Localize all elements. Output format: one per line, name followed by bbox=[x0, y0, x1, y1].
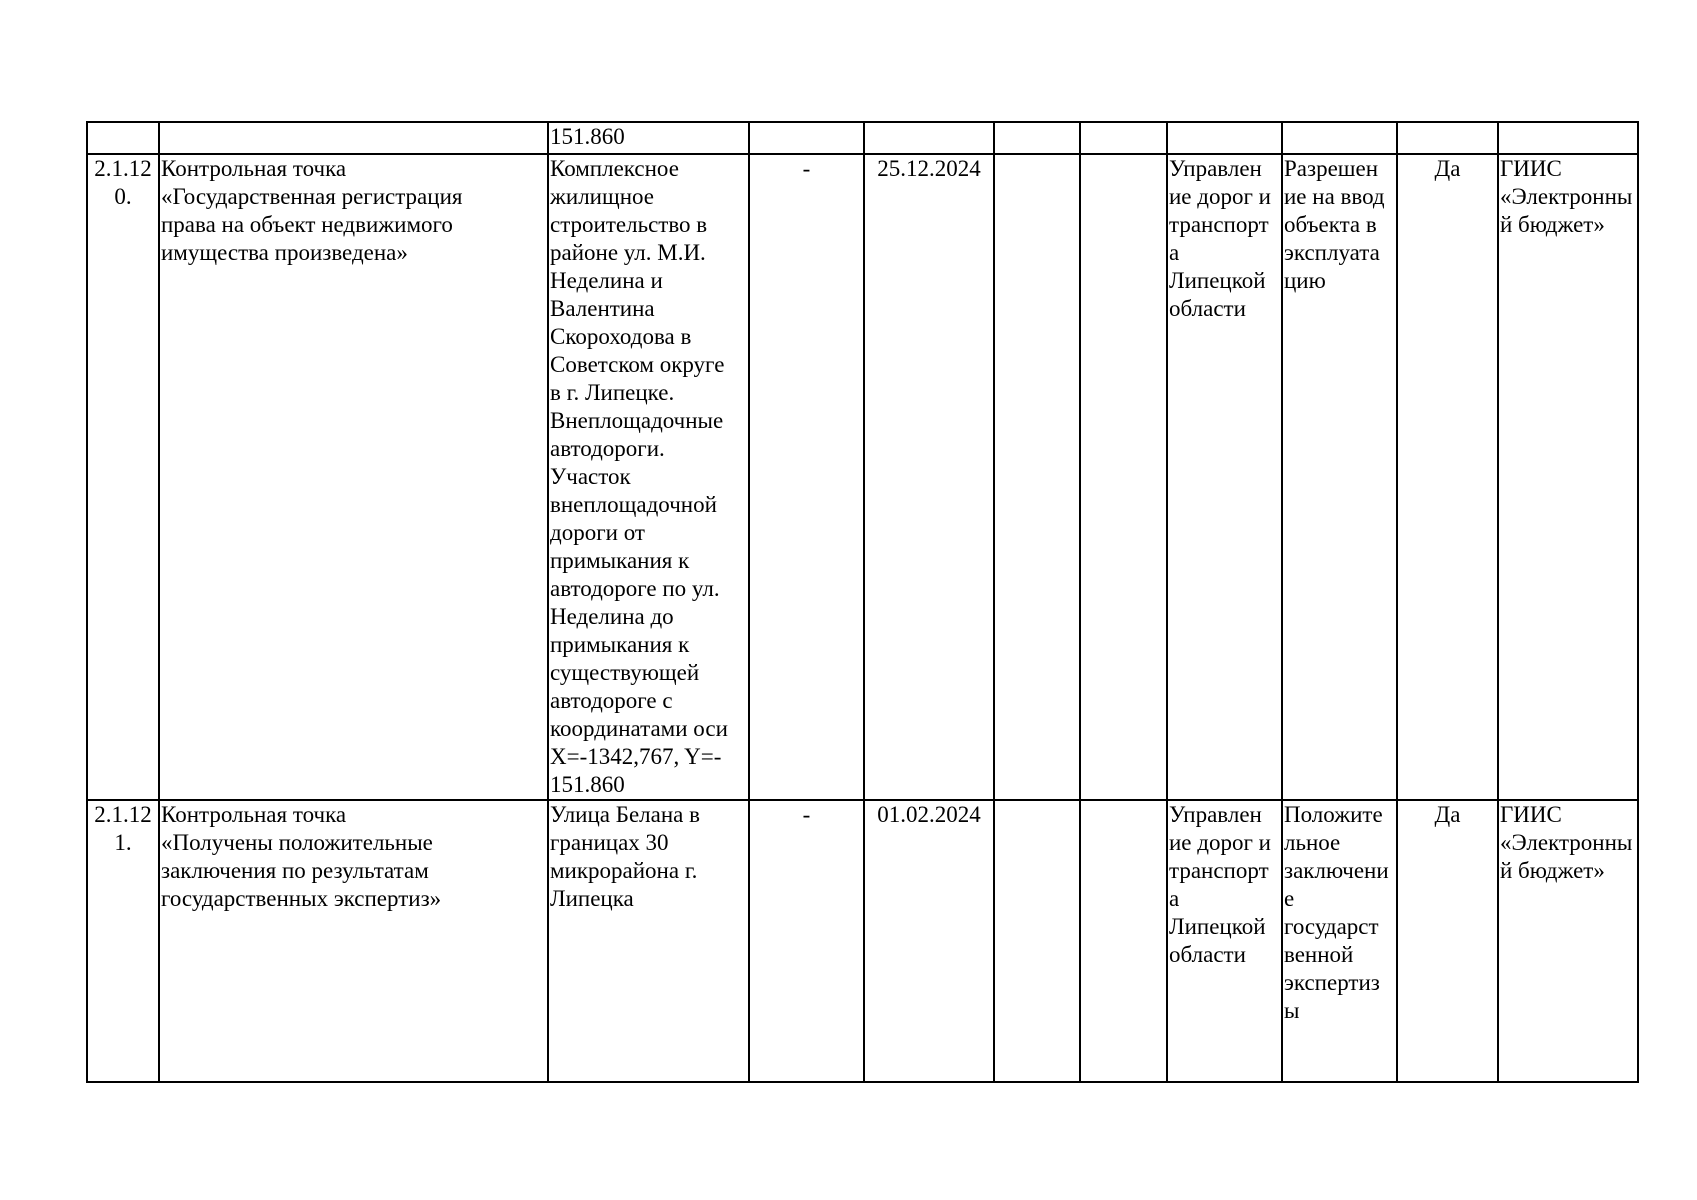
cell-name bbox=[159, 122, 548, 154]
cell-name: Контрольная точка «Получены положительные заключения по результатам государственных экспертиз» bbox=[159, 800, 548, 1082]
cell-flag: Да bbox=[1397, 154, 1498, 800]
cell-col7 bbox=[1080, 800, 1167, 1082]
cell-system: ГИИС «Электронны й бюджет» bbox=[1498, 154, 1638, 800]
cell-number: 2.1.12 1. bbox=[87, 800, 159, 1082]
cell-col6 bbox=[994, 154, 1080, 800]
cell-col7 bbox=[1080, 154, 1167, 800]
cell-start: - bbox=[749, 800, 864, 1082]
cell-end bbox=[864, 122, 994, 154]
cell-system bbox=[1498, 122, 1638, 154]
cell-responsible: Управлен ие дорог и транспорт а Липецкой области bbox=[1167, 154, 1282, 800]
cell-flag bbox=[1397, 122, 1498, 154]
cell-start bbox=[749, 122, 864, 154]
cell-start: - bbox=[749, 154, 864, 800]
cell-end: 25.12.2024 bbox=[864, 154, 994, 800]
control-points-table bbox=[86, 121, 1639, 1083]
cell-object: Улица Белана в границах 30 микрорайона г. Липецка bbox=[548, 800, 749, 1082]
cell-number bbox=[87, 122, 159, 154]
cell-end: 01.02.2024 bbox=[864, 800, 994, 1082]
cell-name: Контрольная точка «Государственная регистрация права на объект недвижимого имущества произведена» bbox=[159, 154, 548, 800]
cell-document: Положите льное заключени е государст венной экспертиз ы bbox=[1282, 800, 1397, 1082]
cell-object: Комплексное жилищное строительство в районе ул. М.И. Неделина и Валентина Скороходова в Советском округе в г. Липецке. Внеплощадочные автодороги. Участок внеплощадочной дороги от примыкания к автодороге по ул. Неделина до примыкания к существующей автодороге с координатами оси X=-1342,767, Y=- 151.860 bbox=[548, 154, 749, 800]
cell-document bbox=[1282, 122, 1397, 154]
cell-responsible: Управлен ие дорог и транспорт а Липецкой области bbox=[1167, 800, 1282, 1082]
cell-col7 bbox=[1080, 122, 1167, 154]
table-row bbox=[87, 800, 1638, 1082]
cell-col6 bbox=[994, 122, 1080, 154]
cell-system: ГИИС «Электронны й бюджет» bbox=[1498, 800, 1638, 1082]
table-row bbox=[87, 154, 1638, 800]
cell-number: 2.1.12 0. bbox=[87, 154, 159, 800]
cell-responsible bbox=[1167, 122, 1282, 154]
cell-flag: Да bbox=[1397, 800, 1498, 1082]
cell-object: 151.860 bbox=[548, 122, 749, 154]
table-row-continuation bbox=[87, 122, 1638, 154]
cell-document: Разрешен ие на ввод объекта в эксплуата цию bbox=[1282, 154, 1397, 800]
cell-col6 bbox=[994, 800, 1080, 1082]
